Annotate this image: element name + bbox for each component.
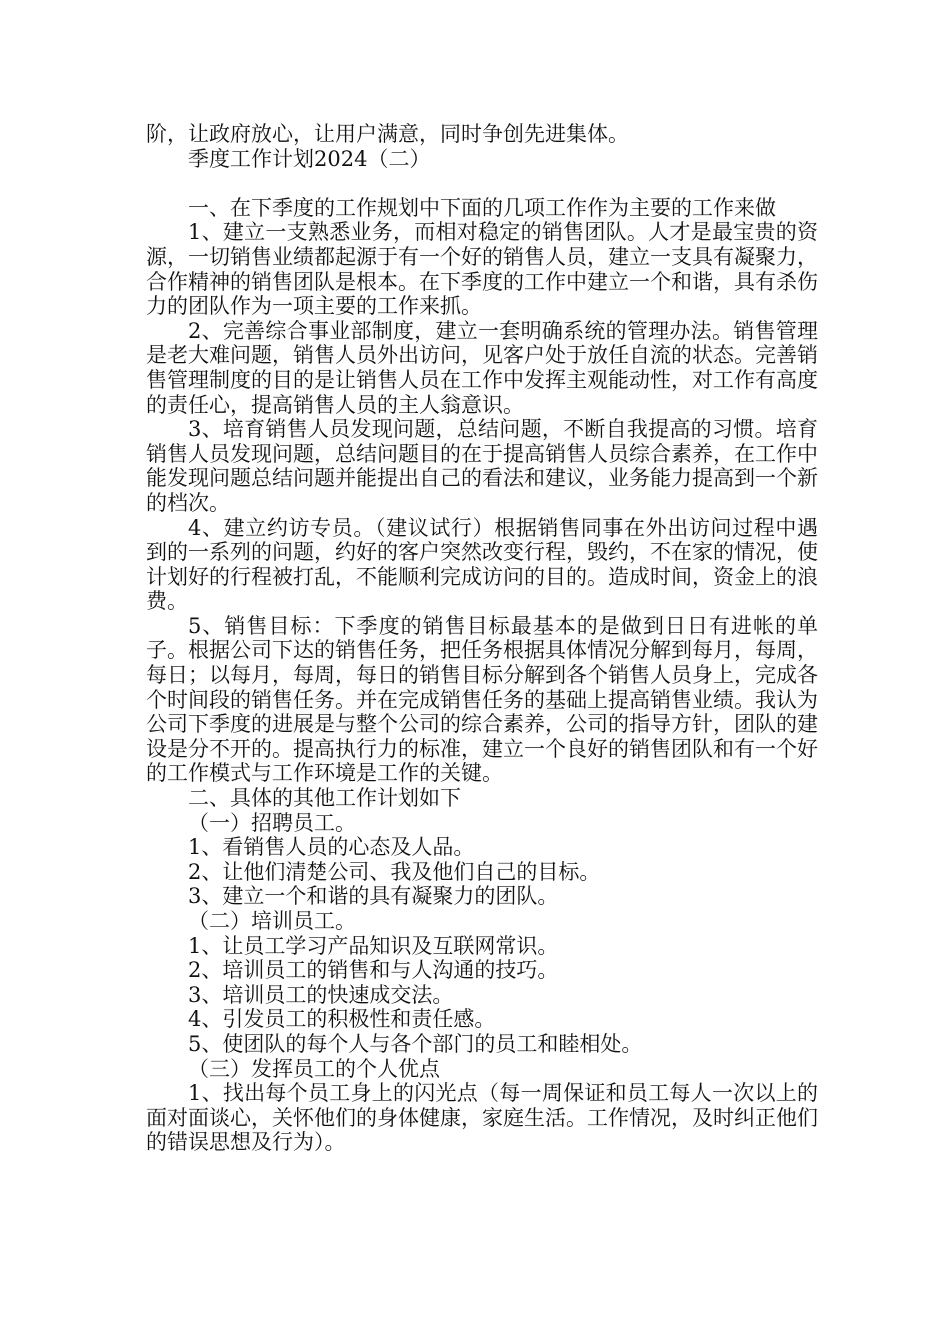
paragraph-item-4: 4、建立约访专员。（建议试行）根据销售同事在外出访问过程中遇到的一系列的问题，约好的客户突然改变行程，毁约，不在家的情况，使计划好的行程被打乱，不能顺利完成访问的目的。造成时间，资金上的浪费。	[146, 515, 818, 614]
paragraph-strengths-1: 1、找出每个员工身上的闪光点（每一周保证和员工每人一次以上的面对面谈心，关怀他们的身体健康，家庭生活。工作情况，及时纠正他们的错误思想及行为）。	[146, 1081, 818, 1155]
list-item: 5、使团队的每个人与各个部门的员工和睦相处。	[188, 1031, 643, 1056]
subheading-training: （二）培训员工。	[188, 909, 356, 933]
list-item: 1、让员工学习产品知识及互联网常识。	[188, 933, 559, 958]
list-item: 2、让他们清楚公司、我及他们自己的目标。	[188, 859, 601, 884]
document-body	[146, 122, 818, 1155]
subheading-recruit: （一）招聘员工。	[188, 810, 356, 835]
list-item: 4、引发员工的积极性和责任感。	[188, 1007, 496, 1032]
section-title: 季度工作计划2024（二）	[188, 146, 431, 171]
heading-part-one: 一、在下季度的工作规划中下面的几项工作作为主要的工作来做	[188, 195, 776, 220]
subheading-strengths: （三）发挥员工的个人优点	[188, 1056, 440, 1081]
paragraph-item-1: 1、建立一支熟悉业务，而相对稳定的销售团队。人才是最宝贵的资源，一切销售业绩都起源于有一个好的销售人员，建立一支具有凝聚力，合作精神的销售团队是根本。在下季度的工作中建立一个和谐，具有杀伤力的团队作为一项主要的工作来抓。	[146, 220, 818, 319]
paragraph-item-5: 5、销售目标：下季度的销售目标最基本的是做到日日有进帐的单子。根据公司下达的销售任务，把任务根据具体情况分解到每月，每周，每日；以每月，每周，每日的销售目标分解到各个销售人员身上，完成各个时间段的销售任务。并在完成销售任务的基础上提高销售业绩。我认为公司下季度的进展是与整个公司的综合素养，公司的指导方针，团队的建设是分不开的。提高执行力的标准，建立一个良好的销售团队和有一个好的工作模式与工作环境是工作的关键。	[146, 613, 818, 786]
list-item: 3、培训员工的快速成交法。	[188, 982, 454, 1007]
list-item: 2、培训员工的销售和与人沟通的技巧。	[188, 958, 559, 983]
paragraph-item-3: 3、培育销售人员发现问题，总结问题，不断自我提高的习惯。培育销售人员发现问题，总结问题目的在于提高销售人员综合素养，在工作中能发现问题总结问题并能提出自己的看法和建议，业务能力提高到一个新的档次。	[146, 417, 818, 515]
blank-line	[146, 171, 818, 196]
paragraph-item-2: 2、完善综合事业部制度，建立一套明确系统的管理办法。销售管理是老大难问题，销售人员外出访问，见客户处于放任自流的状态。完善销售管理制度的目的是让销售人员在工作中发挥主观能动性，对工作有高度的责任心，提高销售人员的主人翁意识。	[146, 318, 818, 417]
list-item: 3、建立一个和谐的具有凝聚力的团队。	[188, 884, 559, 909]
list-item: 1、看销售人员的心态及人品。	[188, 835, 475, 860]
heading-part-two: 二、具体的其他工作计划如下	[188, 786, 461, 811]
paragraph-continuation: 阶，让政府放心，让用户满意，同时争创先进集体。	[146, 122, 629, 146]
